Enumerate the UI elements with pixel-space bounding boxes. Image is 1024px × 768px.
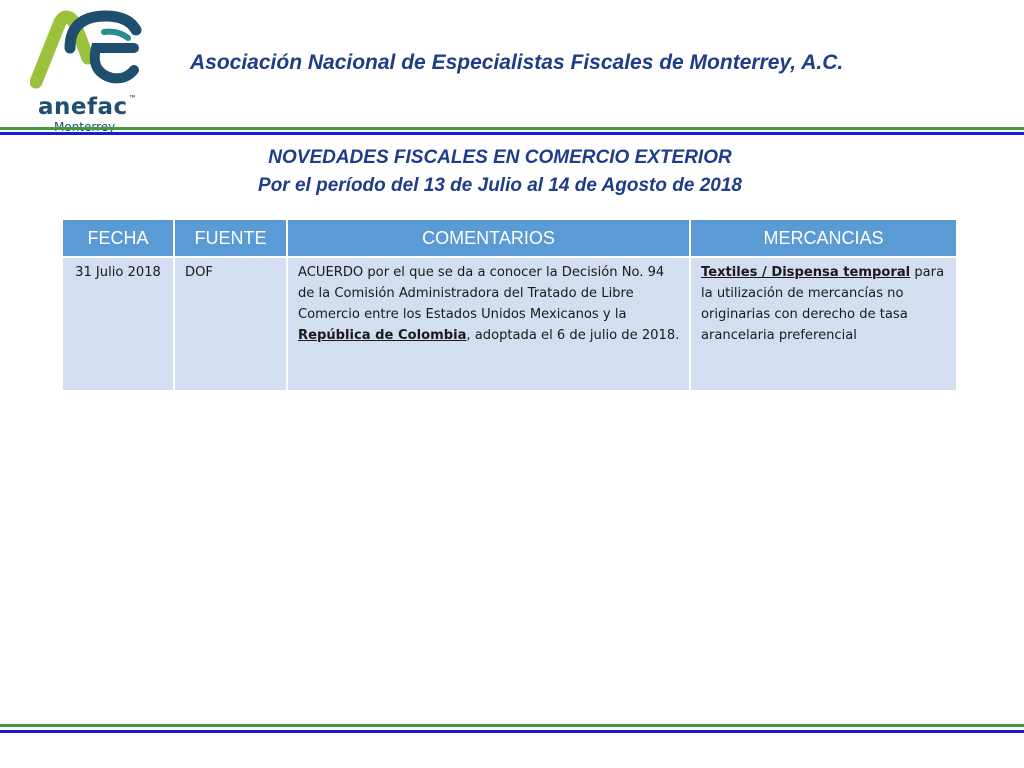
top-blue-rule	[0, 132, 1024, 135]
column-header-fuente: FUENTE	[174, 219, 287, 257]
document-title-line-2: Por el período del 13 de Julio al 14 de Agosto de 2018	[258, 175, 742, 196]
mercancias-text: para la utilización de mercancías no originarias con derecho de tasa arancelaria preferencial	[701, 265, 945, 343]
bottom-green-rule	[0, 724, 1024, 727]
document-title-line-1: NOVEDADES FISCALES EN COMERCIO EXTERIOR	[268, 147, 732, 168]
organization-title: Asociación Nacional de Especialistas Fiscales de Monterrey, A.C.	[190, 51, 844, 74]
table-header-row	[62, 219, 957, 257]
comentarios-text-end: , adoptada el 6 de julio de 2018.	[466, 328, 680, 343]
cell-fecha: 31 Julio 2018	[62, 257, 174, 391]
mercancias-emphasis: Textiles / Dispensa temporal	[701, 265, 911, 280]
top-green-rule	[0, 127, 1024, 130]
comentarios-emphasis: República de Colombia	[298, 328, 467, 343]
comentarios-text: ACUERDO por el que se da a conocer la Decisión No. 94 de la Comisión Administradora del Tratado de Libre Comercio entre los Estados Unidos Mexicanos y la	[298, 265, 665, 322]
column-header-mercancias: MERCANCIAS	[690, 219, 957, 257]
column-header-fecha: FECHA	[62, 219, 174, 257]
anefac-logo	[30, 8, 150, 128]
ae-monogram-icon	[30, 8, 150, 98]
logo-wordmark: anefac™	[38, 94, 138, 120]
trademark-symbol: ™	[128, 94, 138, 103]
table-row	[62, 257, 957, 391]
bottom-blue-rule	[0, 730, 1024, 733]
cell-comentarios	[287, 257, 690, 391]
column-header-comentarios: COMENTARIOS	[287, 219, 690, 257]
news-table	[61, 218, 958, 392]
cell-fuente: DOF	[174, 257, 287, 391]
cell-mercancias	[690, 257, 957, 391]
